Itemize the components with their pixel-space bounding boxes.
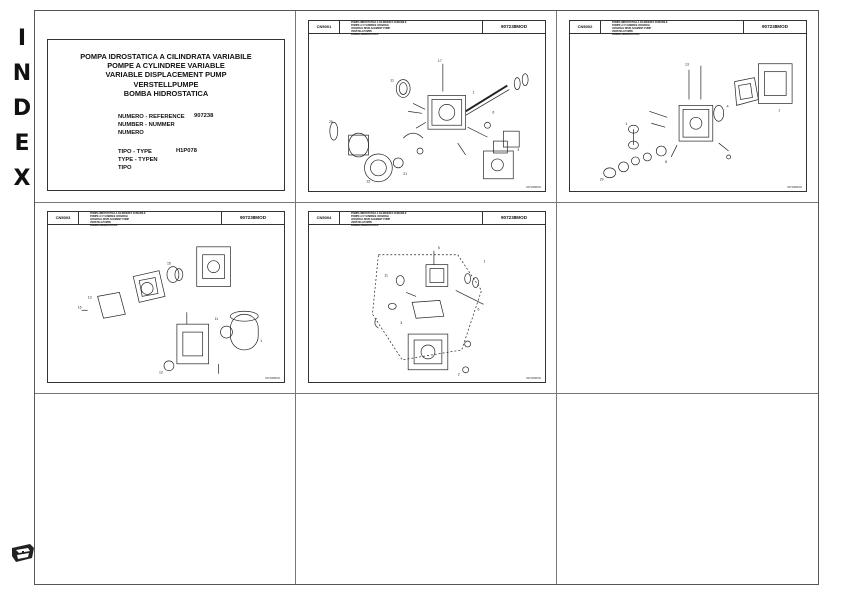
brand-logo-icon <box>10 542 36 564</box>
sheet-footer-code: 907238MOD <box>265 377 280 380</box>
svg-text:1: 1 <box>625 122 628 127</box>
svg-text:11: 11 <box>384 273 388 278</box>
svg-text:21: 21 <box>403 171 408 176</box>
sheet-reference: 907238MOD <box>221 212 284 224</box>
svg-text:13: 13 <box>685 62 689 67</box>
index-grid <box>34 10 819 585</box>
sheet-header <box>309 21 545 34</box>
svg-text:1: 1 <box>472 90 475 95</box>
sheet-footer-code: 907238MOD <box>526 377 541 380</box>
grid-divider <box>35 202 818 203</box>
svg-text:3: 3 <box>517 148 520 153</box>
sheet-code: CN5003 <box>48 212 79 224</box>
grid-divider <box>556 11 557 584</box>
svg-text:22: 22 <box>366 179 371 184</box>
sheet-title: POMPA IDROSTATICA A CILINDRATA VARIABILE POMPE A CYLINDREE VARIABLE VARIABLE DISPLACEMENT PUMP VERSTELLPUMPE BOMBA HIDROSTATICA <box>351 212 407 227</box>
sheet-thumbnail-cn5003[interactable] <box>47 211 285 383</box>
svg-text:6: 6 <box>492 110 495 115</box>
svg-text:15: 15 <box>166 261 171 266</box>
svg-text:8: 8 <box>665 159 668 164</box>
sheet-thumbnail-cn5004[interactable] <box>308 211 546 383</box>
sheet-footer-code: 907238MOD <box>526 186 541 189</box>
sheet-title: POMPA IDROSTATICA A CILINDRATA VARIABILE POMPE A CYLINDREE VARIABLE VARIABLE DISPLACEMENT PUMP VERSTELLPUMPE BOMBA HIDROSTATICA <box>351 21 407 36</box>
grid-divider <box>295 11 296 584</box>
svg-text:4: 4 <box>726 104 729 109</box>
svg-text:11: 11 <box>390 78 394 83</box>
svg-text:1: 1 <box>778 108 781 113</box>
type-labels: TIPO - TYPE TYPE - TYPEN TIPO <box>118 149 158 171</box>
sheet-footer-code: 907238MOD <box>787 186 802 189</box>
svg-text:29: 29 <box>599 177 604 182</box>
exploded-view-diagram <box>48 225 284 382</box>
svg-text:2: 2 <box>457 372 460 377</box>
svg-text:1: 1 <box>483 259 486 264</box>
svg-text:11: 11 <box>214 317 219 322</box>
sheet-header <box>570 21 806 34</box>
type-value: H1P078 <box>176 148 197 154</box>
exploded-view-diagram <box>570 34 806 191</box>
sheet-header <box>309 212 545 225</box>
index-letter: D <box>12 96 32 121</box>
svg-text:16: 16 <box>77 305 82 310</box>
svg-text:12: 12 <box>159 370 163 375</box>
sheet-code: CN5002 <box>570 21 601 33</box>
sheet-code: CN5001 <box>309 21 340 33</box>
sheet-reference: 907238MOD <box>743 21 806 33</box>
reference-labels: NUMERO - REFERENCE NUMBER - NUMMER NUMERO <box>118 114 185 136</box>
index-letter: X <box>13 166 31 191</box>
svg-text:6: 6 <box>477 307 480 312</box>
sheet-code: CN5004 <box>309 212 340 224</box>
reference-number: 907238 <box>194 113 214 119</box>
svg-text:13: 13 <box>87 295 92 300</box>
exploded-view-diagram <box>309 34 545 191</box>
svg-text:1: 1 <box>260 339 263 344</box>
svg-text:5: 5 <box>437 245 440 250</box>
index-letter: E <box>14 131 30 156</box>
sheet-header <box>48 212 284 225</box>
sheet-reference: 907238MOD <box>482 212 545 224</box>
svg-text:25: 25 <box>328 120 333 125</box>
sheet-title: POMPA IDROSTATICA A CILINDRATA VARIABILE POMPE A CYLINDREE VARIABLE VARIABLE DISPLACEMENT PUMP VERSTELLPUMPE BOMBA HIDROSTATICA <box>90 212 146 227</box>
svg-text:3: 3 <box>400 321 403 326</box>
cover-title: POMPA IDROSTATICA A CILINDRATA VARIABILE POMPE A CYLINDREE VARIABLE VARIABLE DISPLACEMENT PUMP VERSTELLPUMPE BOMBA HIDROSTATICA <box>80 52 252 98</box>
cover-page-thumbnail[interactable] <box>47 39 285 191</box>
exploded-view-diagram <box>309 225 545 382</box>
sheet-title: POMPA IDROSTATICA A CILINDRATA VARIABILE POMPE A CYLINDREE VARIABLE VARIABLE DISPLACEMENT PUMP VERSTELLPUMPE BOMBA HIDROSTATICA <box>612 21 668 36</box>
index-letter: I <box>17 26 27 51</box>
sheet-thumbnail-cn5001[interactable] <box>308 20 546 192</box>
index-letter: N <box>12 61 32 86</box>
sheet-reference: 907238MOD <box>482 21 545 33</box>
grid-divider <box>35 393 818 394</box>
sheet-thumbnail-cn5002[interactable] <box>569 20 807 192</box>
svg-text:17: 17 <box>437 58 442 63</box>
